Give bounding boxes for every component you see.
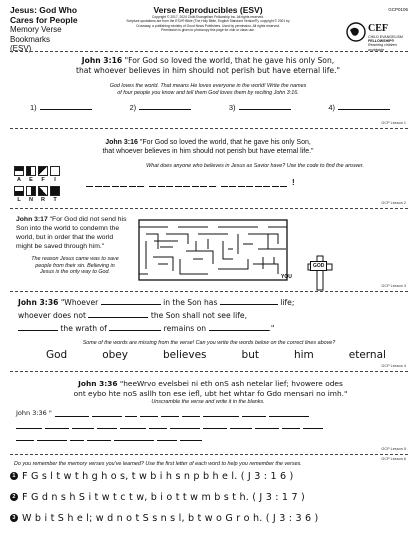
- maze[interactable]: [138, 219, 292, 281]
- number-badge: 1: [10, 472, 18, 480]
- lesson3-verse: John 3:17 "For God did not send his Son into the world to condemn the world, but in order that the world might be saved through him.": [16, 216, 127, 250]
- missing-word-blank[interactable]: [88, 309, 148, 318]
- divider: [10, 291, 408, 292]
- name-blank-3[interactable]: 3): [229, 103, 291, 112]
- lesson5-scrambled-verse: John 3:36 "heeWrvo evelsbei ni eth onS ash netelar lief; hvowere odes ont eybo hte noS asllh ton ese iefl, ubt het whtar fo Gdo mensari no imh.": [73, 379, 348, 398]
- code-symbol: [14, 186, 24, 196]
- word-bank-item: him: [293, 349, 314, 361]
- divider: [10, 128, 408, 129]
- page-title-line2: Cares for People: [10, 14, 78, 25]
- globe-icon: [346, 22, 366, 42]
- code-letter: N: [29, 197, 33, 203]
- code-symbol: [50, 166, 60, 176]
- lesson2-ref: John 3:16: [105, 139, 138, 146]
- name-blanks: [30, 103, 390, 112]
- memory-line-2: 2 F G d n s h S i t w t c t w, b i o t t w m b s t h. ( J 3 : 1 7 ): [10, 492, 305, 503]
- lesson3-tag: GCP Lesson 3: [381, 284, 406, 288]
- page-title-line1: Jesus: God Who: [10, 5, 78, 15]
- maze-you-label: YOU: [281, 274, 292, 280]
- word-bank-item: but: [241, 349, 259, 361]
- divider: [10, 51, 408, 52]
- product-code: GCP0106: [388, 7, 408, 12]
- code-symbol: [14, 166, 24, 176]
- logo-abbr: CEF: [368, 23, 388, 34]
- page-subtitle-line2: (ESV): [10, 44, 32, 53]
- code-symbol: [38, 166, 48, 176]
- divider: [10, 371, 408, 372]
- word-bank-item: God: [46, 349, 68, 361]
- code-symbol: [26, 186, 36, 196]
- lesson4-instructions: Some of the words are missing from the verse! Can you write the words below on the correct lines above?: [82, 340, 336, 346]
- line-label: John 3:36 ": [16, 409, 52, 417]
- code-answer-blanks[interactable]: [86, 178, 396, 187]
- code-letter: F: [41, 177, 45, 183]
- lesson2-question: What does anyone who believes in Jesus as Savior have? Use the code to find the answer.: [146, 163, 364, 169]
- number-badge: 3: [10, 514, 18, 522]
- letter-code-key: [14, 166, 60, 206]
- name-blank-1[interactable]: 1): [30, 103, 92, 112]
- code-letter: L: [17, 197, 21, 203]
- header-title-block: [10, 6, 100, 54]
- missing-word-blank[interactable]: [220, 296, 278, 305]
- copyright-3: Crossway, a publishing ministry of Good News Publishers. Used by permission. All rights reserved.: [136, 23, 280, 28]
- missing-word-blank[interactable]: [101, 296, 161, 305]
- lesson2-tag: GCP Lesson 2: [381, 201, 406, 205]
- code-symbol: [38, 186, 48, 196]
- code-letter: E: [29, 177, 33, 183]
- lesson1-verse: John 3:16 "For God so loved the world, that he gave his only Son, that whoever believes in him should not perish but have eternal life.": [75, 56, 341, 75]
- lesson3-ref: John 3:17: [16, 216, 48, 223]
- copyright-4: Permission is given to photocopy this page for club or class use.: [161, 28, 255, 33]
- word-bank-item: obey: [102, 349, 128, 361]
- lesson4-verse: John 3:36 "Whoever in the Son has life; whoever does not the Son shall not see life, the wrath of remains on .": [18, 298, 295, 333]
- lesson5-tag: GCP Lesson 5: [381, 447, 406, 451]
- code-letter: I: [54, 177, 56, 183]
- lesson4-ref: John 3:36: [18, 298, 59, 307]
- logo-full-name: CHILD EVANGELISM FELLOWSHIP® Reaching children worldwide: [368, 35, 403, 52]
- copyright-1: Copyright © 2017, 2024 Child Evangelism Fellowship Inc. All rights reserved.: [151, 15, 264, 19]
- cross-icon: [305, 256, 335, 296]
- word-bank-item: believes: [162, 349, 207, 361]
- unscramble-blanks[interactable]: [16, 405, 406, 441]
- lesson1-ref: John 3:16: [81, 56, 123, 65]
- code-letter: A: [17, 177, 21, 183]
- copyright-2: Scripture quotations are from the ESV® Bible (The Holy Bible, English Standard Version®), copyright © 2001 by: [126, 19, 290, 24]
- code-letter: T: [53, 197, 57, 203]
- lesson5-ref: John 3:36: [78, 379, 118, 388]
- number-badge: 2: [10, 493, 18, 501]
- code-symbol: [26, 166, 36, 176]
- lesson1-tag: GCP Lesson 1: [381, 121, 406, 125]
- code-symbol: [50, 186, 60, 196]
- name-blank-4[interactable]: 4): [328, 103, 390, 112]
- missing-word-blank[interactable]: [209, 322, 269, 331]
- header-center: [108, 5, 308, 33]
- god-label: GOD: [310, 261, 327, 271]
- lesson6-question: Do you remember the memory verses you've learned? Use the first letter of each word to help you remember the verses.: [14, 461, 302, 467]
- cef-logo: [346, 20, 408, 50]
- word-bank: [46, 349, 386, 361]
- lesson6-tag: GCP Lesson 6: [381, 457, 406, 461]
- lesson1-instructions: God loves the world. That means He loves everyone in the world! Write the names of four people you know and tell them God loves them by reciting John 3:16.: [109, 83, 307, 96]
- word-bank-item: eternal: [348, 349, 386, 361]
- lesson2-verse: John 3:16 "For God so loved the world, that he gave his only Son, that whoever believes in him should not perish but have eternal life.": [102, 139, 314, 155]
- lesson5-instructions: Unscramble the verse and write it in the blanks.: [151, 399, 265, 405]
- missing-word-blank[interactable]: [18, 322, 58, 331]
- memory-line-1: 1 F G s l t w t h g h o s, t w b i h s n p b h e l. ( J 3 : 1 6 ): [10, 471, 294, 482]
- page-subtitle-line1: Memory Verse Bookmarks: [10, 25, 62, 44]
- center-title: Verse Reproducibles (ESV): [153, 5, 263, 15]
- divider: [10, 208, 408, 209]
- exclamation-mark: !: [292, 178, 295, 187]
- lesson4-tag: GCP Lesson 4: [381, 364, 406, 368]
- memory-line-3: 3 W b i t S h e l; w d n o t S s n s l, b t w o G r o h. ( J 3 : 3 6 ): [10, 513, 319, 524]
- code-letter: R: [41, 197, 45, 203]
- lesson3-instructions: The reason Jesus came was to save people from their sin. Believing in Jesus is the only way to God.: [31, 256, 119, 275]
- divider: [10, 454, 408, 455]
- name-blank-2[interactable]: 2): [129, 103, 191, 112]
- missing-word-blank[interactable]: [109, 322, 161, 331]
